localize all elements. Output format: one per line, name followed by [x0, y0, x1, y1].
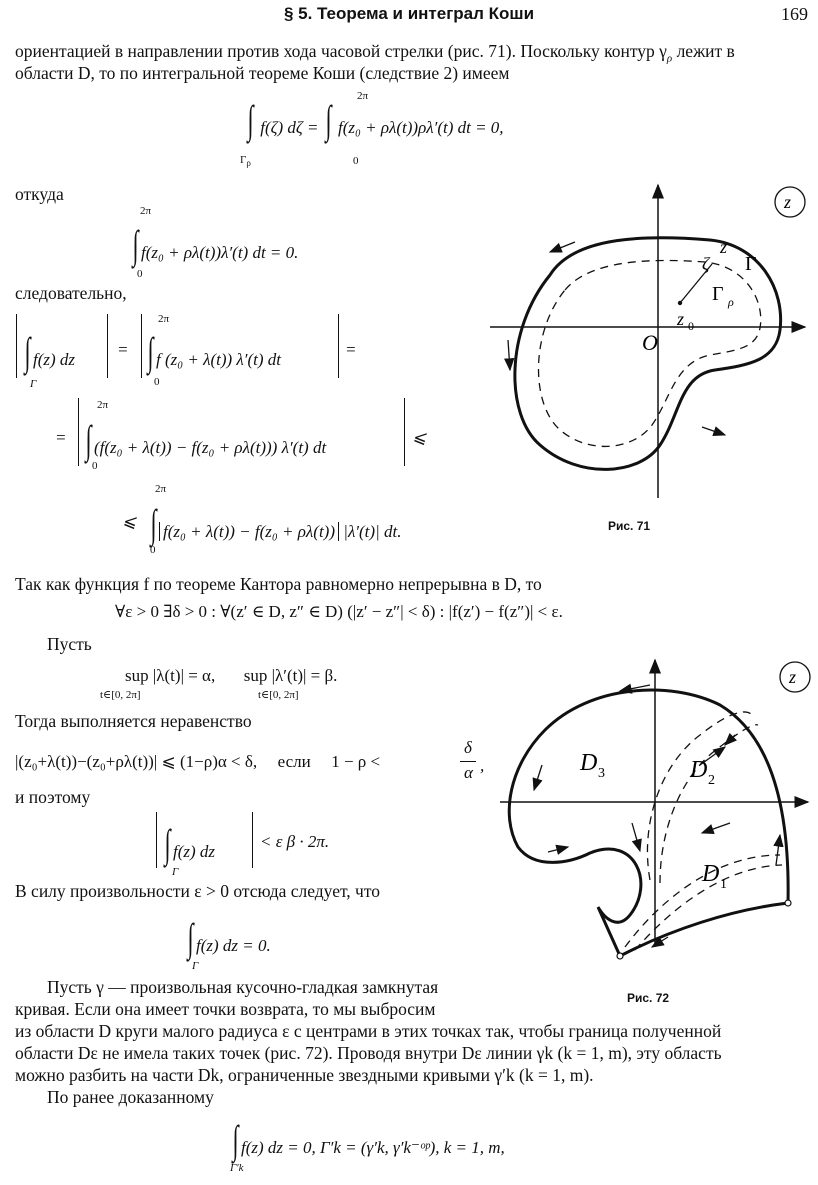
figure-71-caption: Рис. 71: [608, 519, 651, 533]
eq1-lower-limit: $\Gamma_\rho$: [240, 154, 251, 169]
equation-zero: ∫ f(z) dz = 0.: [187, 915, 271, 960]
equation-3: ∫ f(z) dz: [24, 329, 75, 374]
gamma-1-curve: [647, 712, 752, 880]
region-d3-sub: 3: [598, 766, 605, 781]
paragraph-6-line-4: области Dε не имела таких точек (рис. 72). Проводя внутри Dε линии γk (k = 1, m), эту область: [15, 1043, 722, 1063]
gamma-1-prime-curve: [660, 725, 758, 883]
gamma-label: Γ: [745, 253, 757, 275]
arrow-4: [632, 823, 640, 851]
gamma-rho-label: Γ: [712, 283, 724, 305]
arrow-8: [702, 823, 730, 833]
word-otkuda: откуда: [15, 184, 64, 204]
equation-4: ∫ (f(z₀ + λ(t)) − f(z₀ + ρλ(t))) λ′(t) dt: [85, 417, 327, 462]
equation-1: ∫ f(ζ) dζ = ∫ f(z₀ + ρλ(t))ρλ′(t) dt = 0,: [247, 97, 504, 142]
equation-last: ∫ f(z) dz = 0, Γ′k = (γ′k, γ′k⁻ᵒᵖ), k = 1, m,: [232, 1117, 505, 1162]
z0-sub: 0: [688, 319, 694, 333]
paragraph-1-line-1: ориентацией в направлении против хода часовой стрелки (рис. 71). Поскольку контур $\gamma_\rho$ лежит в: [15, 41, 735, 65]
region-d3-label: D: [580, 750, 598, 776]
paragraph-7: По ранее доказанному: [47, 1087, 214, 1107]
badge-z-label: z: [789, 667, 797, 687]
paragraph-5: В силу произвольности ε > 0 отсюда следует, что: [15, 881, 381, 901]
equation-2: ∫ f(z₀ + ρλ(t))λ′(t) dt = 0.: [132, 222, 299, 267]
arrow-2: [534, 765, 542, 790]
origin-label: O: [642, 330, 658, 355]
region-d1-sub: 1: [720, 877, 727, 892]
region-d2-label: D: [690, 757, 708, 783]
point-zeta-label: ζ: [702, 254, 710, 274]
point-z-label: z: [720, 237, 728, 257]
gamma-rho-sub: ρ: [728, 295, 734, 309]
paragraph-6-line-5: можно разбить на части Dk, ограниченные звездными кривыми γ′k (k = 1, m).: [15, 1065, 594, 1085]
z0-label: z: [677, 309, 685, 329]
figure-72-caption: Рис. 72: [627, 991, 670, 1005]
arrow-7: [725, 735, 735, 745]
arrow-1: [550, 242, 575, 252]
region-boundary: [509, 690, 788, 956]
paragraph-1-line-2: области D, то по интегральной теореме Коши (следствие 2) имеем: [15, 63, 510, 83]
point-z0: [678, 301, 682, 305]
paragraph-2: Так как функция f по теореме Кантора равномерно непрерывна в D, то: [15, 574, 542, 594]
paragraph-6-line-1: Пусть γ — произвольная кусочно-гладкая замкнутая: [47, 977, 439, 997]
cusp-point-2: [617, 953, 623, 959]
paragraph-6-line-3: из области D круги малого радиуса ε с центрами в этих точках так, чтобы граница полученной: [15, 1021, 722, 1041]
arrow-2: [508, 340, 510, 370]
equation-continuity: ∀ε > 0 ∃δ > 0 : ∀(z′ ∈ D, z″ ∈ D) (|z′ − z″| < δ) : |f(z′) − f(z″)| < ε.: [115, 602, 563, 621]
paragraph-6-line-2: кривая. Если она имеет точки возврата, то мы выбросим: [15, 999, 436, 1019]
equation-inequality: |(z₀+λ(t))−(z₀+ρλ(t))| ⩽ (1−ρ)α < δ, если 1 − ρ <: [15, 752, 381, 771]
badge-z-label: z: [784, 192, 792, 212]
eq2-upper-limit: 2π: [140, 205, 152, 217]
equation-5: ∫ f(z₀ + λ(t)) − f(z₀ + ρλ(t)) |λ′(t)| dt.: [150, 501, 402, 546]
paragraph-4: и поэтому: [15, 787, 91, 807]
figure-72: [490, 655, 815, 970]
equation-abs-bound: ∫ f(z) dz: [164, 821, 215, 866]
eq1-lower-limit-2: 0: [353, 155, 359, 167]
page-number: 169: [781, 4, 808, 24]
arrow-3: [548, 847, 568, 852]
figure-71: [480, 180, 810, 545]
paragraph-3: Тогда выполняется неравенство: [15, 711, 252, 731]
arrow-3: [702, 427, 725, 435]
equation-sup: sup |λ(t)| = α, sup |λ′(t)| = β.: [125, 666, 338, 685]
region-d2-sub: 2: [708, 773, 715, 788]
eq1-upper-limit: 2π: [357, 90, 369, 102]
eq2-lower-limit: 0: [137, 268, 143, 280]
arrow-6: [776, 835, 780, 865]
cusp-point-1: [785, 900, 791, 906]
region-d1-label: D: [702, 861, 720, 887]
word-pust: Пусть: [47, 634, 92, 654]
word-sledovatelno: следовательно,: [15, 283, 127, 303]
section-header: § 5. Теорема и интеграл Коши: [283, 4, 535, 23]
